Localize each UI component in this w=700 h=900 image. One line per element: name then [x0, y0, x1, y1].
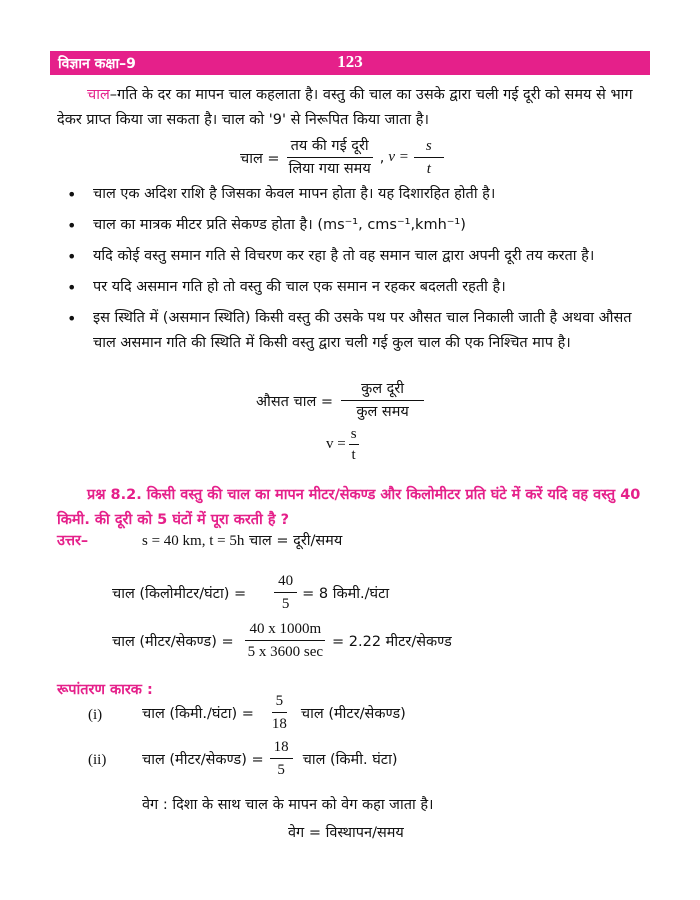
average-speed-lhs: औसत चाल =	[256, 393, 334, 410]
ms-fraction	[244, 620, 327, 661]
v-formula-lhs: v =	[326, 436, 346, 452]
average-speed-formula	[256, 380, 429, 421]
conversion-row-2-num: 18	[270, 738, 293, 759]
question-8-2: प्रश्न 8.2. किसी वस्तु की चाल का मापन मीटर/सेकण्ड और किलोमीटर प्रति घंटे में करें यदि वह वस्तु 40 किमी. की दूरी को 5 घंटों में पूरा करती है ?	[57, 487, 641, 528]
answer-given	[142, 530, 342, 550]
v-formula	[326, 425, 364, 464]
kmh-num: 40	[274, 572, 297, 593]
speed-relation: चाल = दूरी/समय	[248, 533, 343, 549]
conversion-row-2-lhs: चाल (मीटर/सेकण्ड) =	[142, 751, 264, 768]
ms-result: = 2.22 मीटर/सेकण्ड	[332, 633, 452, 650]
speed-fraction-den: लिया गया समय	[288, 161, 371, 177]
list-item: • चाल एक अदिश राशि है जिसका केवल मापन होता है। यह दिशारहित होती है।	[57, 182, 647, 207]
answer-label	[57, 530, 88, 550]
conversion-row-1-num: 5	[272, 692, 288, 713]
s-symbol: s	[414, 137, 444, 158]
conversion-row-2-den: 5	[277, 762, 285, 778]
conversion-row-1-den: 18	[271, 716, 287, 732]
conversion-row-2-rhs: चाल (किमी. घंटा)	[302, 751, 398, 768]
total-distance: कुल दूरी	[341, 380, 424, 401]
speed-properties-list	[57, 182, 647, 362]
answer-label-text: उत्तर–	[57, 533, 89, 549]
conversion-row-2	[142, 738, 398, 779]
conversion-row-1-fraction	[268, 692, 291, 733]
conversion-row-2-fraction	[270, 738, 293, 779]
kmh-result: = 8 किमी./घंटा	[302, 585, 390, 602]
conversion-row-1-rhs: चाल (मीटर/सेकण्ड)	[300, 705, 406, 722]
given-values: s = 40 km, t = 5h	[142, 533, 245, 549]
v-formula-den: t	[351, 447, 356, 463]
conversion-row-1-lhs: चाल (किमी./घंटा) =	[142, 705, 254, 722]
intro-paragraph	[57, 83, 642, 133]
intro-text: –गति के दर का मापन चाल कहलाता है। वस्तु की चाल का उसके द्वारा चली गई दूरी को समय से भाग देकर प्राप्त किया जा सकता है। चाल को '9' से निरूपित किया जाता है।	[57, 87, 633, 128]
header-subject: विज्ञान कक्षा–9	[58, 56, 136, 72]
list-item: • पर यदि असमान गति हो तो वस्तु की चाल एक समान न रहकर बदलती रहती है।	[57, 275, 647, 300]
conversion-index-2: (ii)	[88, 752, 107, 768]
v-formula-num: s	[349, 425, 359, 445]
kmh-calculation	[112, 572, 389, 613]
list-item: • चाल का मात्रक मीटर प्रति सेकण्ड होता है। (ms⁻¹, cms⁻¹,kmh⁻¹)	[57, 213, 647, 238]
s-over-t-fraction	[414, 137, 444, 178]
velocity-definition: वेग : दिशा के साथ चाल के मापन को वेग कहा जाता है।	[142, 797, 434, 813]
kmh-den: 5	[281, 596, 290, 612]
speed-formula	[240, 137, 449, 178]
speed-fraction	[285, 137, 375, 178]
speed-fraction-num: तय की गई दूरी	[287, 137, 373, 158]
page-header	[50, 51, 650, 75]
speed-formula-lhs: चाल =	[240, 150, 280, 167]
list-item: • इस स्थिति में (असमान स्थिति) किसी वस्तु की उसके पथ पर औसत चाल निकाली जाती है अथवा औसत चाल असमान गति की स्थिति में किसी वस्तु द्वारा चली गई कुल चाल की एक निश्चित माप है।	[57, 306, 647, 356]
conversion-row-1	[142, 692, 406, 733]
list-item: • यदि कोई वस्तु समान गति से विचरण कर रहा है तो वह समान चाल द्वारा अपनी दूरी तय करता है।	[57, 244, 647, 269]
v-formula-fraction	[349, 425, 359, 464]
page-number: 123	[337, 52, 363, 71]
average-speed-fraction	[341, 380, 424, 421]
ms-calculation	[112, 620, 452, 661]
conversion-title: रूपांतरण कारक :	[57, 682, 153, 698]
intro-term: चाल	[87, 87, 110, 103]
total-time: कुल समय	[356, 404, 409, 420]
kmh-lhs: चाल (किलोमीटर/घंटा) =	[112, 585, 247, 602]
t-symbol: t	[426, 161, 431, 177]
ms-num: 40 x 1000m	[245, 620, 325, 641]
ms-lhs: चाल (मीटर/सेकण्ड) =	[112, 633, 234, 650]
kmh-fraction	[274, 572, 297, 613]
conversion-index-1: (i)	[88, 707, 103, 723]
formula-separator: ,	[379, 149, 385, 166]
velocity-formula: वेग = विस्थापन/समय	[288, 825, 404, 841]
ms-den: 5 x 3600 sec	[247, 644, 324, 660]
v-equals: v =	[388, 149, 409, 165]
